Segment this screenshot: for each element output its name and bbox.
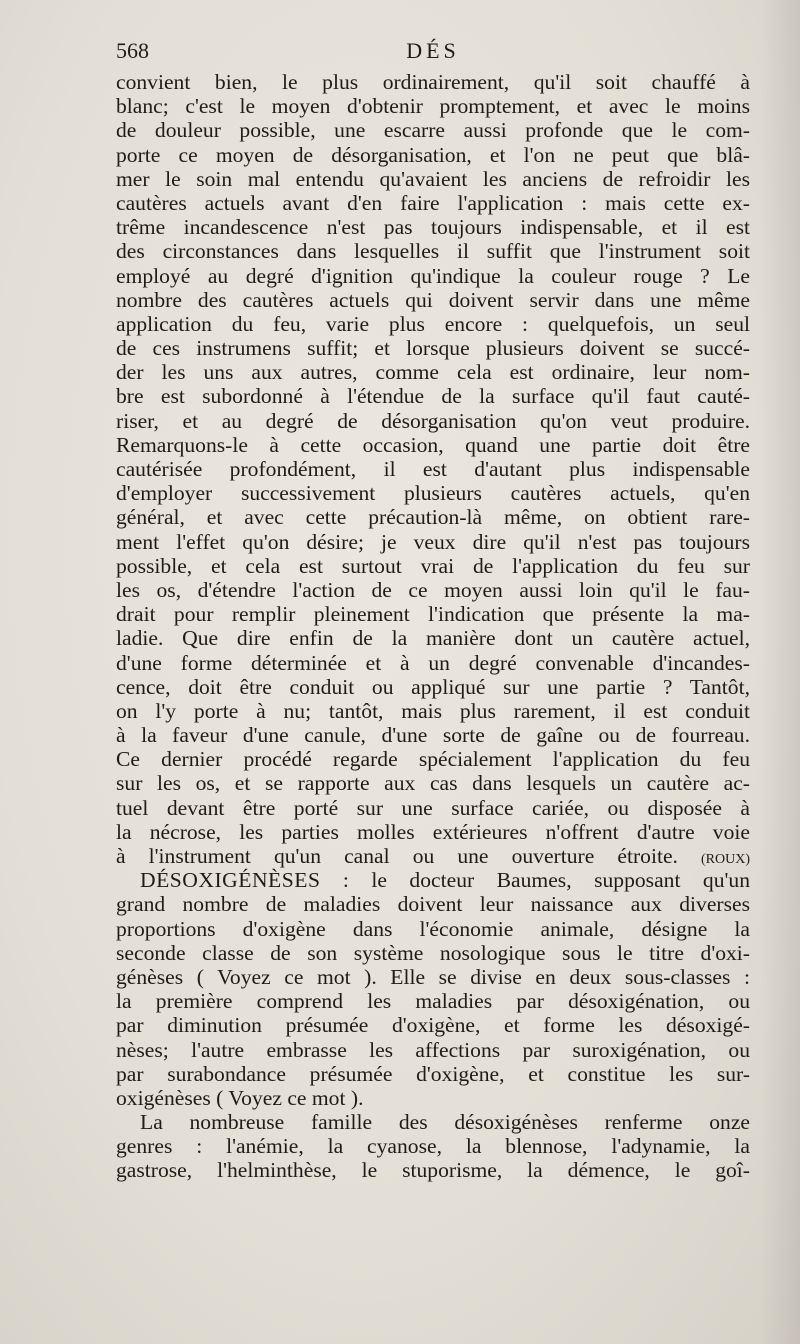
paragraph-famille <box>116 1110 750 1183</box>
text-line: d'une forme déterminée et à un degré convenable d'incandes- <box>116 650 750 675</box>
running-head: DÉS <box>406 38 460 63</box>
text-line: riser, et au degré de désorganisation qu'on veut produire. <box>116 408 750 433</box>
text-line: proportions d'oxigène dans l'économie animale, désigne la <box>116 916 750 941</box>
text-line: des circonstances dans lesquelles il suffit que l'instrument soit <box>116 239 750 264</box>
text-line: ladie. Que dire enfin de la manière dont un cautère actuel, <box>116 626 750 651</box>
entry-first-line-rest: : le docteur Baumes, supposant qu'un <box>320 868 750 893</box>
text-line: grand nombre de maladies doivent leur naissance aux diverses <box>116 892 750 917</box>
entry-first-line <box>116 868 750 892</box>
entry-desoxigeneses <box>116 868 750 1110</box>
page-number: 568 <box>116 38 149 63</box>
text-line: porte ce moyen de désorganisation, et l'on ne peut que blâ- <box>116 142 750 167</box>
text-line: gastrose, l'helminthèse, le stuporisme, la démence, le goî- <box>116 1158 750 1183</box>
page-body <box>116 70 750 1183</box>
text-line: à la faveur d'une canule, d'une sorte de gaîne ou de fourreau. <box>116 723 750 748</box>
text-line: cence, doit être conduit ou appliqué sur une partie ? Tantôt, <box>116 674 750 699</box>
text-line: la nécrose, les parties molles extérieures n'offrent d'autre voie <box>116 819 750 844</box>
page-gutter-shadow <box>760 0 800 1344</box>
text-line: trême incandescence n'est pas toujours indispensable, et il est <box>116 215 750 240</box>
text-line: génèses ( Voyez ce mot ). Elle se divise en deux sous-classes : <box>116 964 750 989</box>
entry-headword: DÉSOXIGÉNÈSES <box>140 868 321 893</box>
text-line: mer le soin mal entendu qu'avaient les anciens de refroidir les <box>116 166 750 191</box>
text-line: seconde classe de son système nosologique sous le titre d'oxi- <box>116 940 750 965</box>
text-line: tuel devant être porté sur une surface cariée, ou disposée à <box>116 795 750 820</box>
paragraph-roux <box>116 70 750 868</box>
text-line: drait pour remplir pleinement l'indication que présente la ma- <box>116 602 750 627</box>
text-line: convient bien, le plus ordinairement, qu'il soit chauffé à <box>116 70 750 94</box>
text-line: der les uns aux autres, comme cela est ordinaire, leur nom- <box>116 360 750 385</box>
last-line-text: à l'instrument qu'un canal ou une ouverture étroite. <box>116 844 678 868</box>
text-line: Remarquons-le à cette occasion, quand une partie doit être <box>116 432 750 457</box>
text-line: la première comprend les maladies par désoxigénation, ou <box>116 989 750 1014</box>
page-header <box>116 38 750 70</box>
text-line: les os, d'étendre l'action de ce moyen aussi loin qu'il le fau- <box>116 577 750 602</box>
text-line: de ces instrumens suffit; et lorsque plusieurs doivent se succé- <box>116 336 750 361</box>
text-line: La nombreuse famille des désoxigénèses renferme onze <box>140 1110 750 1135</box>
text-line: ment l'effet qu'on désire; je veux dire qu'il n'est pas toujours <box>116 529 750 554</box>
text-line: cautères actuels avant d'en faire l'application : mais cette ex- <box>116 190 750 215</box>
text-line: oxigénèses ( Voyez ce mot ). <box>116 1085 364 1110</box>
text-line: bre est subordonné à l'étendue de la surface qu'il faut cauté- <box>116 384 750 409</box>
text-line: employé au degré d'ignition qu'indique la couleur rouge ? Le <box>116 263 750 288</box>
text-line: application du feu, varie plus encore : quelquefois, un seul <box>116 311 750 336</box>
text-line: sur les os, et se rapporte aux cas dans lesquels un cautère ac- <box>116 771 750 796</box>
text-line: par diminution présumée d'oxigène, et forme les désoxigé- <box>116 1013 750 1038</box>
text-line: blanc; c'est le moyen d'obtenir promptement, et avec le moins <box>116 94 750 119</box>
text-line: par surabondance présumée d'oxigène, et constitue les sur- <box>116 1061 750 1086</box>
author-signature: (ROUX) <box>701 852 750 867</box>
text-line: on l'y porte à nu; tantôt, mais plus rarement, il est conduit <box>116 698 750 723</box>
text-line: nombre des cautères actuels qui doivent servir dans une même <box>116 287 750 312</box>
text-line: de douleur possible, une escarre aussi profonde que le com- <box>116 118 750 143</box>
text-line: d'employer successivement plusieurs cautères actuels, qu'en <box>116 481 750 506</box>
text-line: général, et avec cette précaution-là même, on obtient rare- <box>116 505 750 530</box>
text-line: Ce dernier procédé regarde spécialement l'application du feu <box>116 747 750 772</box>
text-line: possible, et cela est surtout vrai de l'application du feu sur <box>116 553 750 578</box>
text-line: genres : l'anémie, la cyanose, la blennose, l'adynamie, la <box>116 1134 750 1159</box>
text-line-with-signature <box>116 844 750 868</box>
text-line: cautérisée profondément, il est d'autant plus indispensable <box>116 457 750 481</box>
text-line: nèses; l'autre embrasse les affections par suroxigénation, ou <box>116 1037 750 1062</box>
